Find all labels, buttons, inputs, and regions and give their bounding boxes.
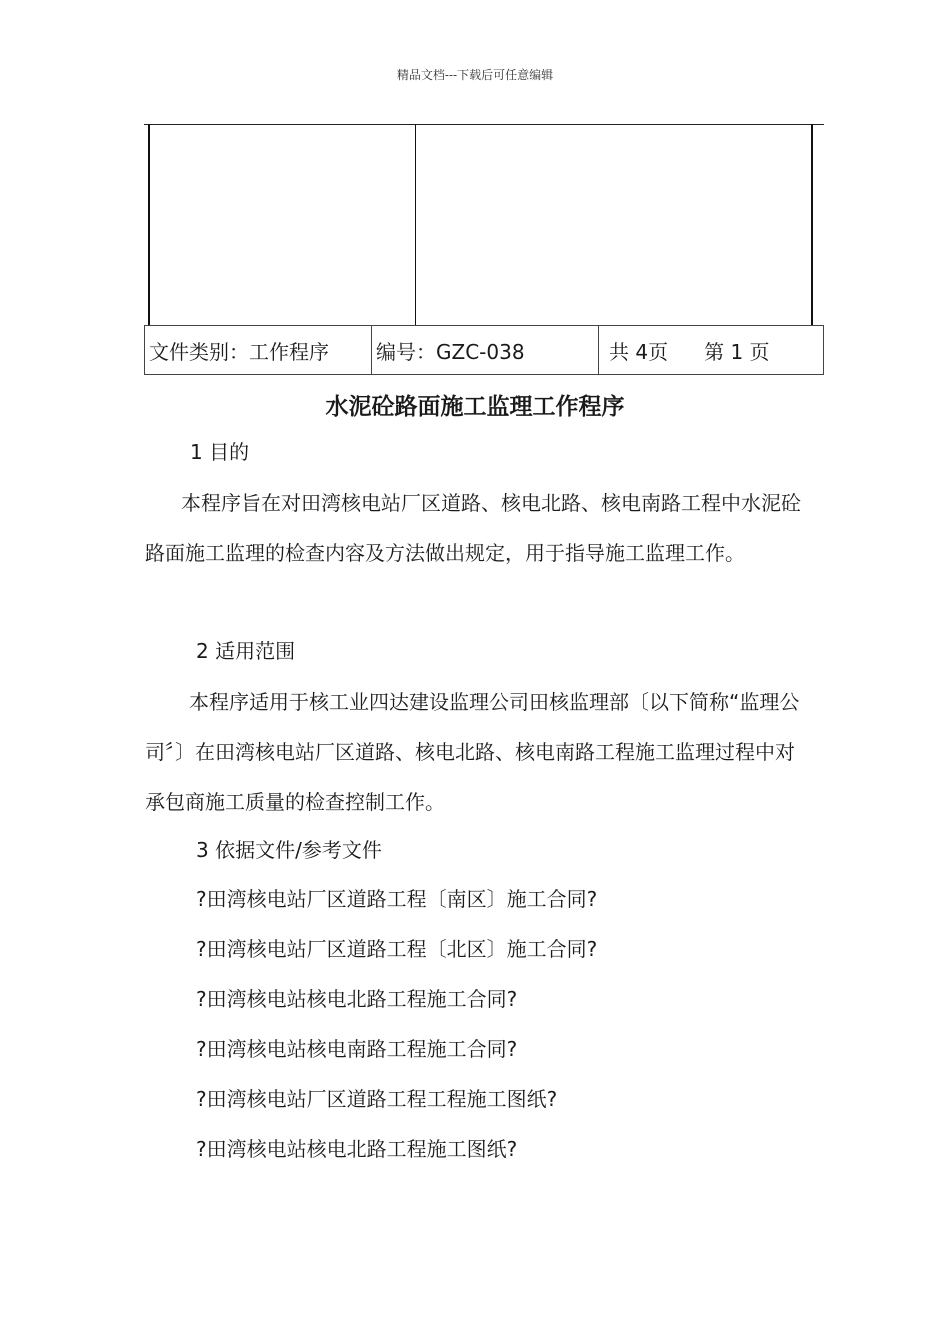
section-2-text: 本程序适用于核工业四达建设监理公司田核监理部〔以下简称“监理公司〞〕在田湾核电站厂区道路、核电北路、核电南路工程施工监理过程中对承包商施工质量的检查控制工作。 [145,690,800,814]
page-info [599,326,823,374]
current-page: 第 1 页 [704,339,770,364]
total-pages: 共 4页 [609,339,669,364]
document-info-table [144,325,824,375]
section-3-heading: 3 依据文件/参考文件 [196,838,382,862]
list-item: ?田湾核电站厂区道路工程〔北区〕施工合同? [196,937,598,961]
section-2-heading: 2 适用范围 [196,639,296,663]
table-left-border [148,124,150,325]
document-title: 水泥砼路面施工监理工作程序 [325,394,625,420]
table-right-border [811,124,813,325]
list-item: ?田湾核电站厂区道路工程〔南区〕施工合同? [196,887,598,911]
document-number: 编号：GZC-038 [372,326,599,374]
list-item: ?田湾核电站厂区道路工程工程施工图纸? [196,1087,558,1111]
empty-form-table [148,124,813,325]
list-item: ?田湾核电站核电北路工程施工图纸? [196,1137,518,1161]
list-item: ?田湾核电站核电南路工程施工合同? [196,1037,518,1061]
document-category: 文件类别：工作程序 [145,326,372,374]
table-top-border [144,124,824,125]
watermark-text: 精品文档---下载后可任意编辑 [396,68,554,82]
list-item: ?田湾核电站核电北路工程施工合同? [196,987,518,1011]
section-1-heading: 1 目的 [190,440,250,464]
section-1-text: 本程序旨在对田湾核电站厂区道路、核电北路、核电南路工程中水泥砼路面施工监理的检查内容及方法做出规定，用于指导施工监理工作。 [145,491,801,565]
reference-list [196,885,597,1185]
table-middle-border [415,124,416,325]
